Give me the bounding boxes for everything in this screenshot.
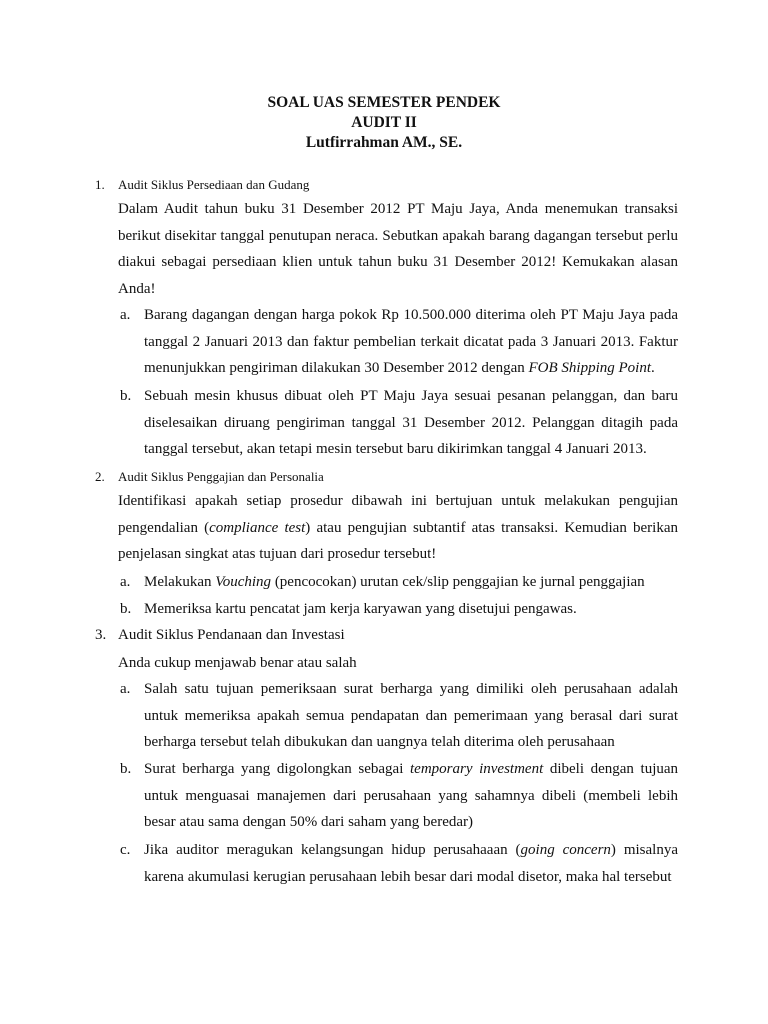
item-text xyxy=(144,302,678,382)
item-text-italic: FOB Shipping Point xyxy=(528,360,651,377)
item-text-italic: temporary investment xyxy=(410,761,544,777)
item-text-italic: going concern xyxy=(520,842,611,858)
item-text xyxy=(144,837,678,890)
item-text: Salah satu tujuan pemeriksaan surat berharga yang dimiliki oleh perusahaan adalah untuk memeriksa apakah semua pendapatan dan pemerimaan yang berasal dari surat berharga tersebut telah dibukukan dan uangnya telah diterima oleh perusahaan xyxy=(144,681,678,751)
intro-text-part: Identifikasi apakah setiap prosedur dibawah ini bertujuan untuk melakukan pengujian pengendalian ( xyxy=(118,493,678,536)
intro-text-part: ) atau pengujian subtantif atas transaksi. Kemudian berikan penjelasan singkat atas tujuan dari prosedur tersebut! xyxy=(118,519,678,563)
item-text: Memeriksa kartu pencatat jam kerja karyawan yang disetujui pengawas. xyxy=(144,601,577,617)
item-text-part: Barang dagangan dengan harga pokok Rp 10.500.000 diterima oleh PT Maju Jaya pada tanggal 2 Januari 2013 dan faktur pembelian terkait dicatat pada 3 Januari 2013. Faktur menunjukkan pengiriman dilakukan 30 Desember 2012 dengan xyxy=(144,307,678,377)
question-intro: Dalam Audit tahun buku 31 Desember 2012 PT Maju Jaya, Anda menemukan transaksi berikut disekitar tanggal penutupan neraca. Sebutkan apakah barang dagangan tersebut perlu diakui sebagai persediaan klien untuk tahun buku 31 Desember 2012! Kemukakan alasan Anda! xyxy=(118,201,678,298)
question-intro: Anda cukup menjawab benar atau salah xyxy=(118,655,357,671)
item-text-part: Melakukan xyxy=(144,574,216,590)
item-text xyxy=(144,569,678,596)
item-letter: c. xyxy=(120,842,131,858)
item-text-part: Jika auditor meragukan kelangsungan hidup perusahaaan ( xyxy=(144,842,521,858)
item-letter: a. xyxy=(120,307,131,323)
item-text-part: ) misalnya karena akumulasi kerugian perusahaan lebih besar dari modal disetor, maka hal tersebut xyxy=(144,842,678,885)
item-text-part: dibeli dengan tujuan untuk menguasai manajemen dari perusahaan yang sahamnya dibeli (membeli lebih besar atau sama dengan 50% dari saham yang beredar) xyxy=(144,761,679,831)
item-text: Sebuah mesin khusus dibuat oleh PT Maju Jaya sesuai pesanan pelanggan, dan baru diselesaikan diruang pengiriman tanggal 31 Desember 2012. Pelanggan ditagih pada tanggal tersebut, akan tetapi mesin tersebut baru dikirimkan tanggal 4 Januari 2013. xyxy=(144,388,678,458)
exam-title: SOAL UAS SEMESTER PENDEK xyxy=(267,94,501,111)
item-text-part: Surat berharga yang digolongkan sebagai xyxy=(144,761,410,777)
question-title: Audit Siklus Persediaan dan Gudang xyxy=(118,177,310,192)
lecturer-name: Lutfirrahman AM., SE. xyxy=(305,134,463,151)
question-title: Audit Siklus Pendanaan dan Investasi xyxy=(118,627,345,643)
item-text-part: (pencocokan) urutan cek/slip penggajian ke jurnal penggajian xyxy=(271,574,645,590)
item-letter: b. xyxy=(120,388,132,404)
question-number: 2. xyxy=(95,469,105,484)
item-letter: a. xyxy=(120,681,131,697)
item-letter: a. xyxy=(120,574,131,590)
item-text-part: . xyxy=(651,360,655,377)
item-text xyxy=(144,756,678,836)
question-title: Audit Siklus Penggajian dan Personalia xyxy=(118,469,324,484)
item-text-italic: Vouching xyxy=(215,574,272,590)
intro-text-italic: compliance test xyxy=(209,519,306,536)
question-number: 3. xyxy=(95,627,107,643)
question-number: 1. xyxy=(95,177,105,192)
question-intro xyxy=(118,488,678,568)
document-header xyxy=(0,93,768,153)
item-letter: b. xyxy=(120,601,132,617)
item-letter: b. xyxy=(120,761,132,777)
course-title: AUDIT II xyxy=(351,114,417,131)
